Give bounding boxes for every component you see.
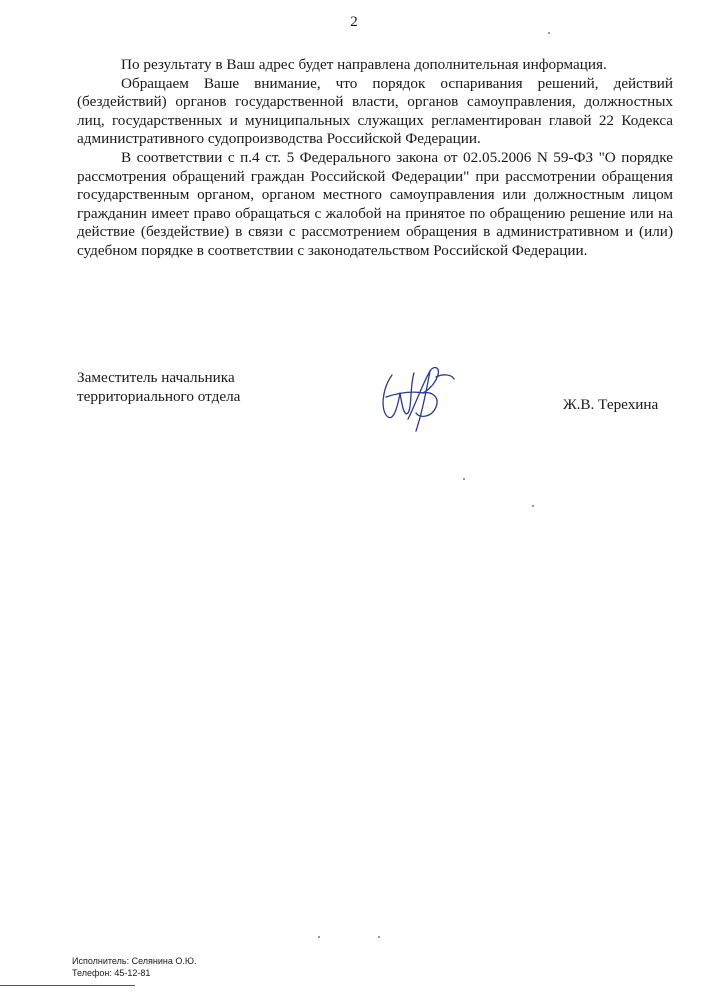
letter-body bbox=[77, 56, 673, 261]
scan-speck bbox=[548, 32, 550, 34]
executor-name: Исполнитель: Селянина О.Ю. bbox=[72, 956, 197, 966]
footer-executor-info bbox=[72, 956, 196, 979]
handwritten-signature bbox=[378, 363, 460, 435]
scan-speck bbox=[318, 936, 320, 938]
paragraph-appeal-procedure: Обращаем Ваше внимание, что порядок оспаривания решений, действий (бездействий) органов государственной власти, органов самоуправления, должностных лиц, государственных и муниципальных служащих регламентирован главой 22 Кодекса административного судопроизводства Российской Федерации. bbox=[77, 74, 673, 148]
paragraph-federal-law: В соответствии с п.4 ст. 5 Федерального закона от 02.05.2006 N 59-ФЗ "О порядке рассмотрения обращений граждан Российской Федерации" при рассмотрении обращения государственным органом, органом местного самоуправления или должностным лицом гражданин имеет право обращаться с жалобой на принятое по обращению решение или на действие (бездействие) в связи с рассмотрением обращения в административном и (или) судебном порядке в соответствии с законодательством Российской Федерации. bbox=[77, 148, 673, 259]
scan-speck bbox=[463, 478, 465, 480]
signer-position-line2: территориального отдела bbox=[77, 388, 241, 405]
scan-speck bbox=[378, 936, 380, 938]
signer-position bbox=[77, 368, 240, 406]
footer-divider bbox=[0, 985, 135, 986]
page-number: 2 bbox=[350, 14, 358, 30]
paragraph-additional-info: По результату в Ваш адрес будет направлена дополнительная информация. bbox=[121, 56, 607, 73]
signer-name: Ж.В. Терехина bbox=[563, 396, 659, 413]
signer-position-line1: Заместитель начальника bbox=[77, 369, 235, 386]
executor-phone: Телефон: 45-12-81 bbox=[72, 967, 151, 978]
scan-speck bbox=[532, 505, 534, 507]
